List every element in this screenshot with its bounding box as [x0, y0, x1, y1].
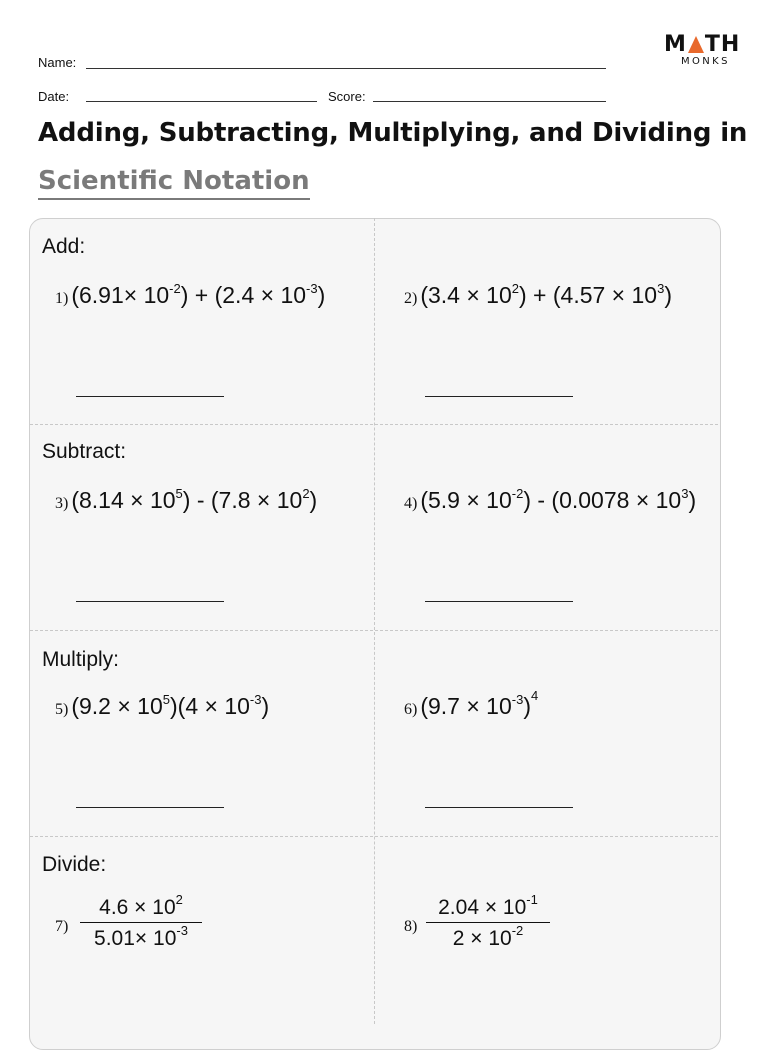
section-divide-heading: Divide: — [42, 853, 107, 876]
problem-number: 3) — [55, 495, 69, 512]
expr-part: ) — [664, 282, 672, 308]
expr-part: ) — [523, 693, 531, 719]
expr-part: (8.14 × 10 — [71, 487, 176, 513]
score-field[interactable] — [373, 101, 606, 102]
expr-part: 2 × 10 — [452, 927, 512, 950]
problem-1 — [55, 282, 325, 309]
exponent: 5 — [175, 486, 183, 501]
problem-number: 4) — [404, 495, 418, 512]
problem-number: 2) — [404, 290, 418, 307]
exponent: -3 — [511, 692, 524, 707]
exponent: 4 — [531, 688, 539, 703]
section-multiply-heading: Multiply: — [42, 648, 120, 671]
exponent: 3 — [681, 486, 689, 501]
name-field[interactable] — [86, 68, 606, 69]
score-label: Score: — [328, 89, 366, 104]
math-monks-logo — [664, 32, 741, 70]
expr-part: 4.6 × 10 — [99, 896, 176, 919]
row-divider — [30, 630, 718, 631]
date-field[interactable] — [86, 101, 317, 102]
problem-number: 6) — [404, 701, 418, 718]
fraction-denominator — [80, 923, 202, 951]
exponent: -1 — [526, 892, 538, 907]
page-subtitle: Scientific Notation — [38, 165, 310, 200]
answer-line-1[interactable] — [76, 396, 224, 397]
problem-6 — [404, 688, 539, 720]
expr-part: ) + (2.4 × 10 — [180, 282, 307, 308]
problem-7-fraction — [80, 894, 202, 956]
answer-line-6[interactable] — [425, 807, 573, 808]
expr-part: (6.91× 10 — [71, 282, 170, 308]
expr-part: (9.2 × 10 — [71, 693, 163, 719]
fraction-numerator — [426, 892, 550, 920]
problem-5 — [55, 693, 269, 720]
logo-triangle-icon — [688, 36, 704, 53]
expr-part: 2.04 × 10 — [438, 896, 527, 919]
expr-part: (5.9 × 10 — [420, 487, 512, 513]
exponent: -3 — [306, 281, 318, 296]
section-subtract-heading: Subtract: — [42, 440, 127, 463]
page-title: Adding, Subtracting, Multiplying, and Dividing in — [38, 118, 748, 148]
exponent: -2 — [511, 923, 524, 938]
expr-part: ) - (7.8 × 10 — [182, 487, 303, 513]
problem-number: 1) — [55, 290, 69, 307]
exponent: -2 — [511, 486, 524, 501]
logo-math-text: M TH — [664, 32, 741, 57]
column-divider — [374, 218, 375, 1024]
expr-part: )(4 × 10 — [170, 693, 250, 719]
exponent: -2 — [169, 281, 181, 296]
date-label: Date: — [38, 89, 70, 104]
problem-8-number — [404, 910, 420, 937]
answer-line-4[interactable] — [425, 601, 573, 602]
section-add-heading: Add: — [42, 235, 86, 258]
exponent: -3 — [176, 923, 188, 938]
exponent: -3 — [249, 692, 262, 707]
name-label: Name: — [38, 55, 77, 70]
problem-7-number — [55, 910, 71, 937]
exponent: 2 — [511, 281, 519, 296]
expr-part: ) - (0.0078 × 10 — [523, 487, 682, 513]
expr-part: ) + (4.57 × 10 — [519, 282, 658, 308]
exponent: 5 — [162, 692, 170, 707]
problem-number: 7) — [55, 918, 69, 935]
expr-part: (3.4 × 10 — [420, 282, 512, 308]
expr-part: 5.01× 10 — [94, 927, 177, 950]
exponent: 3 — [657, 281, 665, 296]
row-divider — [30, 424, 718, 425]
problem-2 — [404, 282, 672, 309]
fraction-denominator — [426, 923, 550, 951]
answer-line-5[interactable] — [76, 807, 224, 808]
expr-part: ) — [317, 282, 326, 308]
logo-monks-text: MONKS — [681, 56, 730, 67]
problem-3 — [55, 487, 317, 514]
answer-line-3[interactable] — [76, 601, 224, 602]
problem-number: 8) — [404, 918, 418, 935]
expr-part: (9.7 × 10 — [420, 693, 512, 719]
fraction-bar — [426, 922, 550, 923]
expr-part: ) — [309, 487, 318, 513]
answer-line-2[interactable] — [425, 396, 573, 397]
fraction-numerator — [80, 892, 202, 920]
problem-4 — [404, 487, 696, 514]
exponent: 2 — [302, 486, 310, 501]
expr-part: ) — [688, 487, 697, 513]
problem-8-fraction — [426, 894, 550, 956]
exponent: 2 — [175, 892, 183, 907]
expr-part: ) — [261, 693, 270, 719]
row-divider — [30, 836, 718, 837]
problem-number: 5) — [55, 701, 69, 718]
